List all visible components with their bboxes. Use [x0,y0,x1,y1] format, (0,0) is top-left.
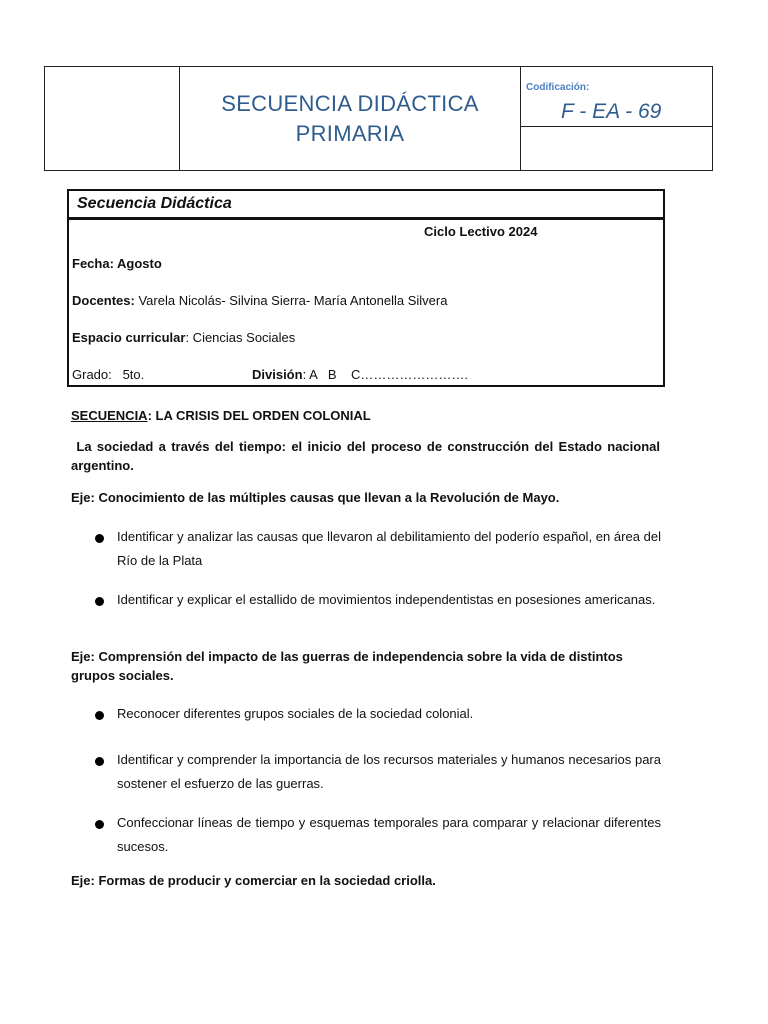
eje1-title: Eje: Conocimiento de las múltiples causas que llevan a la Revolución de Mayo. [71,490,560,505]
eje1-item-1: Identificar y analizar las causas que llevaron al debilitamiento del poderío español, en área del Río de la Plata [117,529,661,568]
division-label: División [252,367,303,382]
logo-cell [45,67,180,170]
grado-line [72,367,144,382]
espacio-line [72,330,295,345]
docentes-value: Varela Nicolás- Silvina Sierra- María Antonella Silvera [134,293,448,308]
code-cell [521,67,712,127]
eje2-item-1: Reconocer diferentes grupos sociales de la sociedad colonial. [117,706,474,721]
bullet-icon [95,757,104,766]
title-line-2: PRIMARIA [295,120,405,146]
intro-paragraph: La sociedad a través del tiempo: el inicio del proceso de construcción del Estado nacional argentino. [71,439,664,473]
grado-text: Grado: 5to. [72,367,145,382]
espacio-label: Espacio curricular [72,330,186,345]
secuencia-label: SECUENCIA [71,408,148,423]
document-title [180,67,521,170]
code-label: Codificación: [526,82,590,93]
division-line [252,367,468,382]
fecha-line [72,256,162,271]
division-value: : A B C……………………. [302,367,468,382]
code-value: F - EA - 69 [561,100,662,123]
docentes-label: Docentes: [72,293,135,308]
info-title-row [69,191,663,220]
info-box [67,189,665,387]
eje2-item-2: Identificar y comprender la importancia de los recursos materiales y humanos necesarios para sostener el esfuerzo de las guerras. [117,752,661,791]
secuencia-title: : LA CRISIS DEL ORDEN COLONIAL [147,408,371,423]
bullet-icon [95,711,104,720]
bullet-icon [95,534,104,543]
docentes-line [72,293,447,308]
bullet-icon [95,597,104,606]
eje2-item-3: Confeccionar líneas de tiempo y esquemas temporales para comparar y relacionar diferentes sucesos. [117,815,661,854]
document-header [44,66,713,171]
secuencia-heading [71,406,371,425]
espacio-value: : Ciencias Sociales [185,330,296,345]
info-box-title: Secuencia Didáctica [77,195,232,212]
fecha-value: : Agosto [109,256,162,271]
ciclo-lectivo: Ciclo Lectivo 2024 [424,224,538,239]
eje1-item-2: Identificar y explicar el estallido de movimientos independentistas en posesiones americanas. [117,592,656,607]
eje2-title: Eje: Comprensión del impacto de las guerras de independencia sobre la vida de distintos grupos sociales. [71,649,623,683]
title-line-1: SECUENCIA DIDÁCTICA [221,90,479,116]
fecha-label: Fecha [72,256,110,271]
bullet-icon [95,820,104,829]
eje3-title: Eje: Formas de producir y comerciar en la sociedad criolla. [71,873,436,888]
